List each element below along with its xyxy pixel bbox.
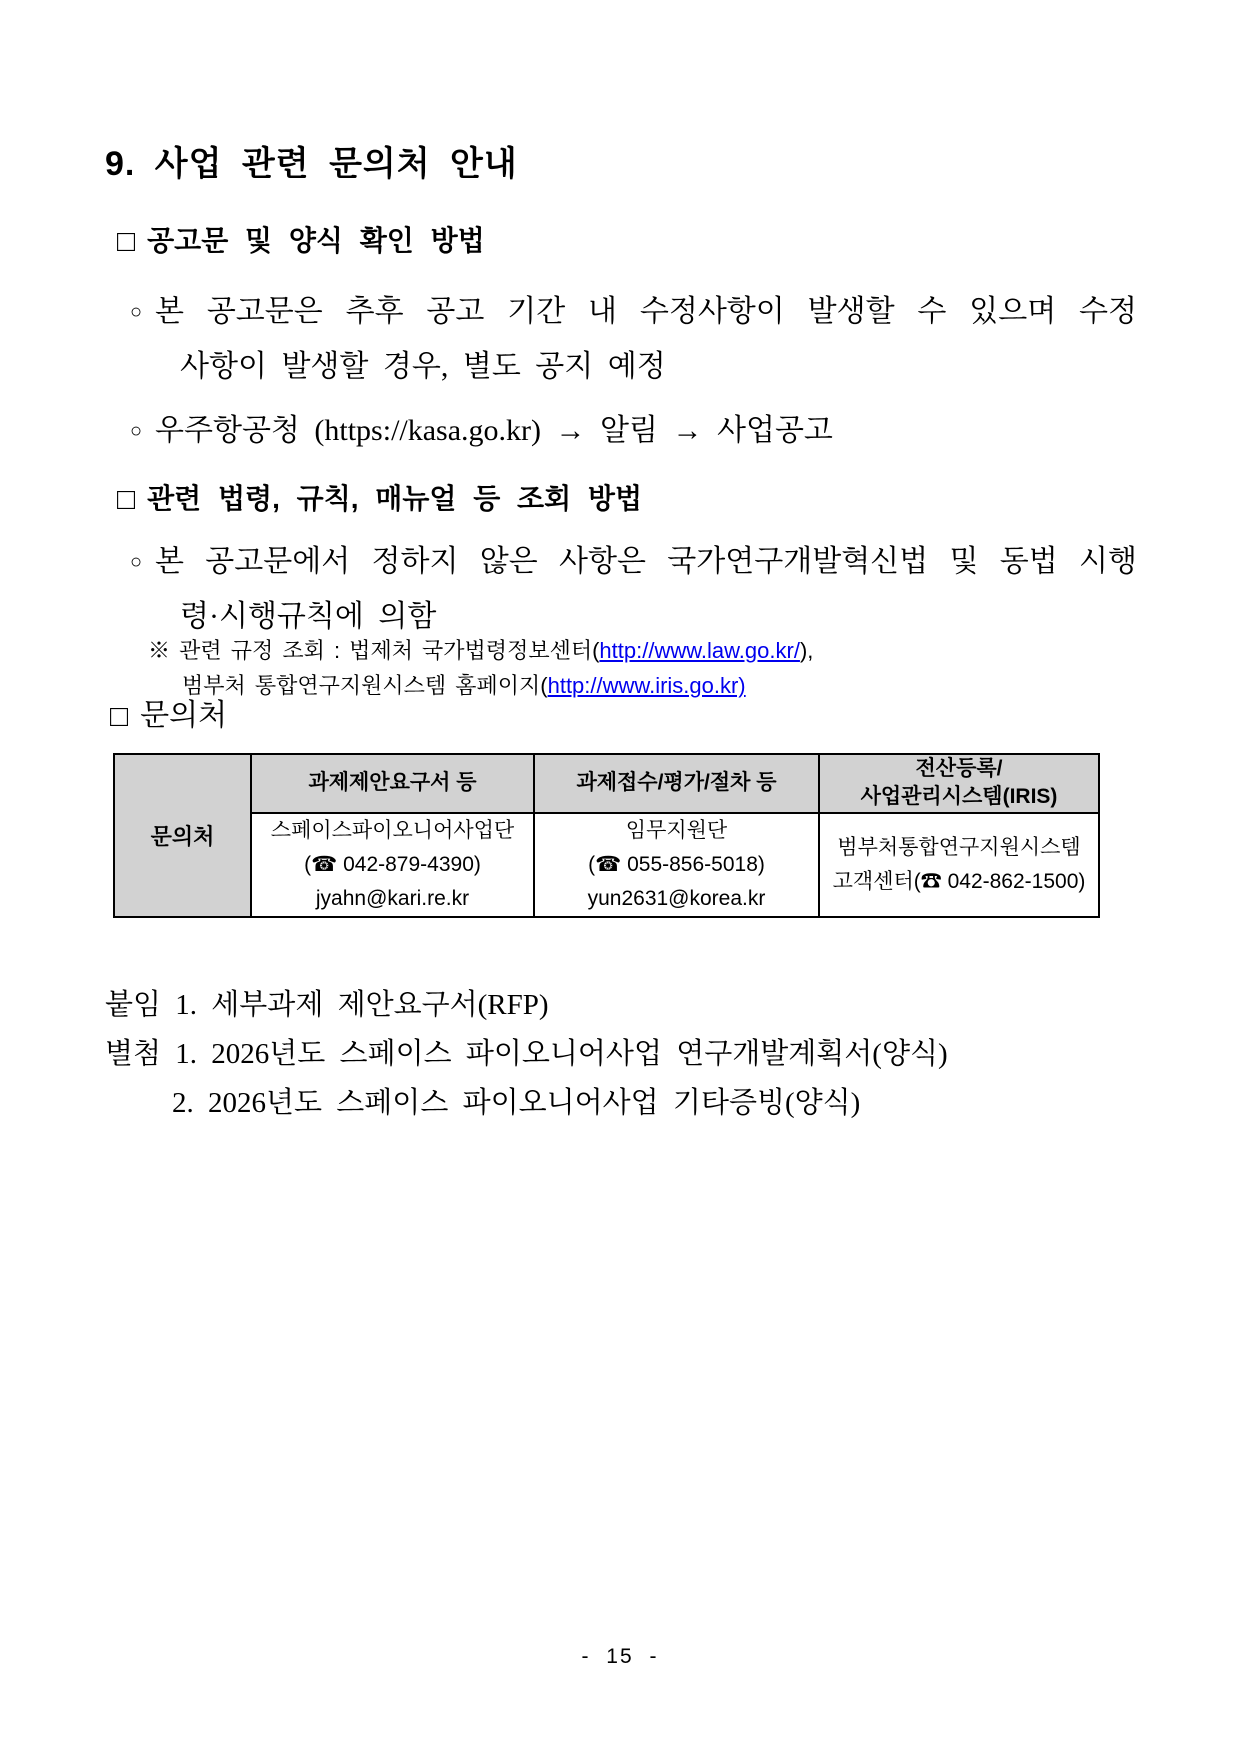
bullet-line: 령·시행규칙에 의함 — [180, 600, 437, 633]
reference-note-line-1 — [148, 634, 813, 665]
reference-note-line-2 — [182, 669, 746, 700]
note-text: 범부처 통합연구지원시스템 홈페이지( — [182, 673, 548, 698]
contact-cell-space-pioneer — [251, 813, 534, 917]
contact-email: jyahn@kari.re.kr — [315, 886, 470, 910]
section-heading-text: 공고문 및 양식 확인 방법 — [147, 225, 485, 256]
contact-table-row-label: 문의처 — [114, 754, 251, 917]
law-center-link[interactable]: http://www.law.go.kr/ — [599, 638, 800, 663]
page-title: 9. 사업 관련 문의처 안내 — [105, 145, 518, 183]
bullet-line: 우주항공청 (https://kasa.go.kr) → 알림 → 사업공고 — [155, 414, 833, 447]
contact-cell-iris-center — [819, 813, 1099, 917]
square-bullet-icon: □ — [110, 700, 129, 733]
section-heading-text: 문의처 — [140, 699, 228, 732]
column-header-iris — [819, 754, 1099, 813]
square-bullet-icon: □ — [117, 225, 136, 258]
contact-table — [113, 753, 1100, 918]
section-heading-text: 관련 법령, 규칙, 매뉴얼 등 조회 방법 — [147, 483, 643, 514]
circle-bullet-icon: ○ — [130, 420, 143, 442]
contact-cell-mission-support — [534, 813, 819, 917]
contact-email: yun2631@korea.kr — [587, 886, 766, 910]
contact-phone: (☎ 042-879-4390) — [304, 852, 481, 876]
column-header-evaluation: 과제접수/평가/절차 등 — [534, 754, 819, 813]
contact-phone: 고객센터(☎ 042-862-1500) — [832, 869, 1086, 893]
column-header-line: 사업관리시스템(IRIS) — [860, 785, 1058, 809]
bullet-line: 본 공고문은 추후 공고 기간 내 수정사항이 발생할 수 있으며 수정 — [155, 295, 1137, 328]
note-text: ), — [799, 638, 814, 663]
section-heading-contacts — [110, 690, 227, 734]
contact-org-name: 범부처통합연구지원시스템 — [837, 835, 1081, 859]
bullet-line: 사항이 발생할 경우, 별도 공지 예정 — [180, 350, 666, 383]
attachment-line-2: 별첨 1. 2026년도 스페이스 파이오니어사업 연구개발계획서(양식) — [105, 1038, 948, 1070]
column-header-rfp: 과제제안요구서 등 — [251, 754, 534, 813]
attachment-line-1: 붙임 1. 세부과제 제안요구서(RFP) — [105, 989, 549, 1021]
contact-org-name: 임무지원단 — [625, 818, 728, 842]
iris-homepage-link[interactable]: http://www.iris.go.kr) — [547, 673, 746, 698]
contact-org-name: 스페이스파이오니어사업단 — [270, 818, 515, 842]
note-text: ※ 관련 규정 조회 : 법제처 국가법령정보센터( — [148, 638, 600, 663]
page-number: - 15 - — [581, 1645, 659, 1668]
attachment-line-3: 2. 2026년도 스페이스 파이오니어사업 기타증빙(양식) — [172, 1087, 861, 1119]
circle-bullet-icon: ○ — [130, 301, 143, 323]
contact-phone: (☎ 055-856-5018) — [588, 852, 765, 876]
section-heading-related-laws — [117, 477, 642, 517]
section-heading-announcement-check — [117, 219, 485, 259]
bullet-line: 본 공고문에서 정하지 않은 사항은 국가연구개발혁신법 및 동법 시행 — [155, 545, 1137, 578]
circle-bullet-icon: ○ — [130, 551, 143, 573]
column-header-line: 전산등록/ — [915, 757, 1003, 780]
square-bullet-icon: □ — [117, 483, 136, 516]
